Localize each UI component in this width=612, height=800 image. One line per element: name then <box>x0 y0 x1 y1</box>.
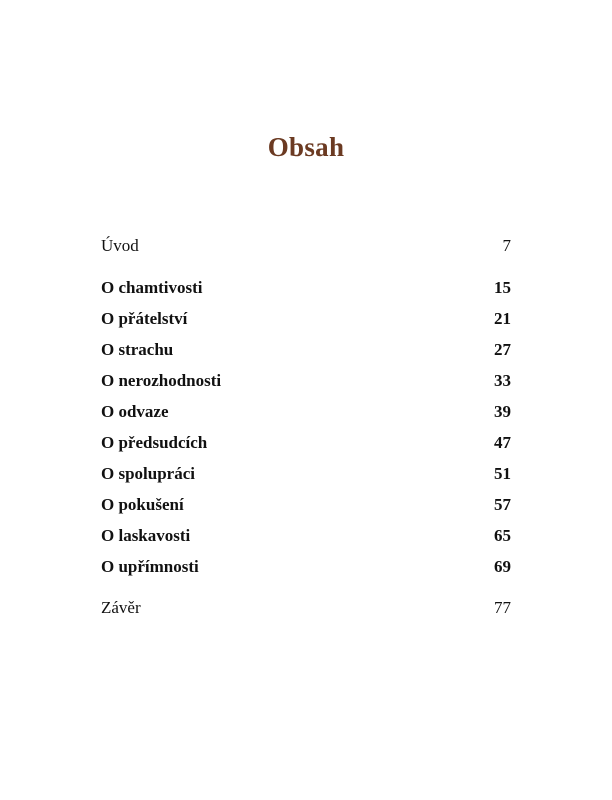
toc-entry <box>101 371 511 402</box>
toc-entry-conclusion <box>101 598 511 629</box>
toc-entry-label: O chamtivosti <box>101 278 203 297</box>
toc-entry-page-number: 51 <box>494 464 511 483</box>
toc-entry-label: O spolupráci <box>101 464 195 483</box>
toc-entry-page-number: 47 <box>494 433 511 452</box>
toc-entry-page-number: 57 <box>494 495 511 514</box>
toc-entry-page-number: 65 <box>494 526 511 545</box>
toc-entry-label: O upřímnosti <box>101 557 199 576</box>
toc-entry-page-number: 69 <box>494 557 511 576</box>
page-title: Obsah <box>267 132 345 162</box>
toc-entry <box>101 278 511 309</box>
table-of-contents <box>101 236 511 629</box>
toc-entry-label: Úvod <box>101 236 139 255</box>
toc-entry-label: Závěr <box>101 598 141 617</box>
toc-entry-label: O přátelství <box>101 309 188 328</box>
toc-entry <box>101 402 511 433</box>
toc-entry-label: O laskavosti <box>101 526 191 545</box>
toc-entry-page-number: 33 <box>494 371 511 390</box>
toc-entry-label: O odvaze <box>101 402 169 421</box>
toc-entry-label: O pokušení <box>101 495 184 514</box>
toc-entry <box>101 526 511 557</box>
toc-entry-page-number: 7 <box>502 236 511 255</box>
toc-entry-intro <box>101 236 511 267</box>
toc-entry <box>101 309 511 340</box>
toc-entry <box>101 557 511 588</box>
toc-entry-page-number: 27 <box>494 340 511 359</box>
toc-entry-page-number: 39 <box>494 402 511 421</box>
toc-entry-label: O předsudcích <box>101 433 208 452</box>
toc-entry <box>101 433 511 464</box>
toc-entry-label: O strachu <box>101 340 174 359</box>
toc-entry-page-number: 21 <box>494 309 511 328</box>
toc-entry <box>101 495 511 526</box>
toc-entry-page-number: 15 <box>494 278 511 297</box>
toc-entry <box>101 340 511 371</box>
toc-entry-label: O nerozhodnosti <box>101 371 222 390</box>
toc-entry <box>101 464 511 495</box>
toc-entry-page-number: 77 <box>494 598 511 617</box>
